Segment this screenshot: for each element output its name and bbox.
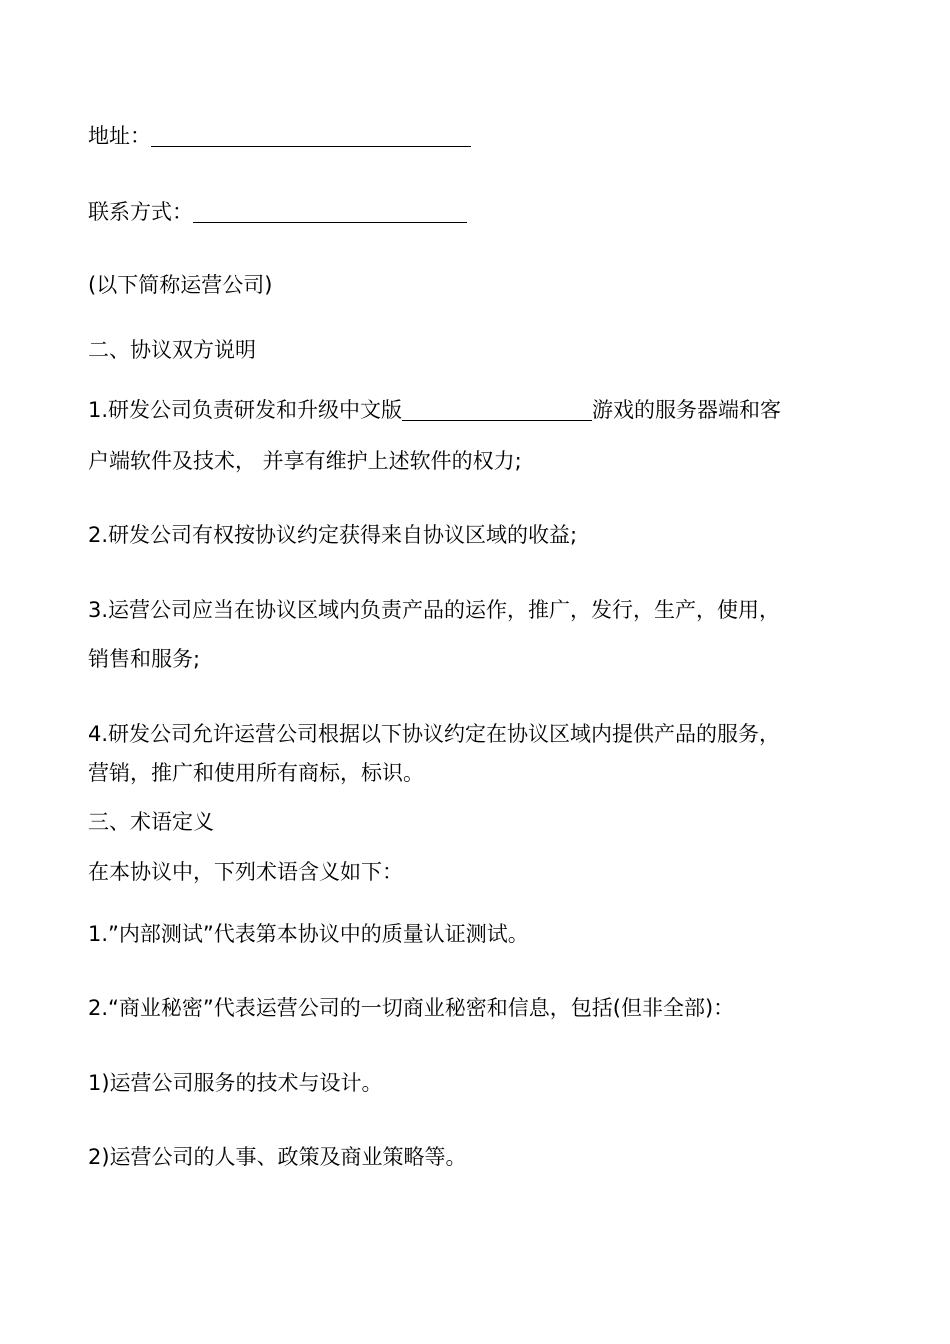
s2-item3-line2: 销售和服务; bbox=[88, 647, 201, 671]
s2-item4-line1: 4.研发公司允许运营公司根据以下协议约定在协议区域内提供产品的服务， bbox=[88, 722, 781, 746]
section2-title: 二、协议双方说明 bbox=[88, 338, 256, 362]
contact-blank bbox=[193, 200, 467, 223]
contact-line bbox=[88, 197, 467, 227]
address-line bbox=[88, 121, 471, 151]
address-label: 地址： bbox=[88, 124, 151, 148]
s2-item1-line1 bbox=[88, 395, 781, 425]
contact-label: 联系方式： bbox=[88, 200, 193, 224]
s3-sub2: 2)运营公司的人事、政策及商业策略等。 bbox=[88, 1145, 467, 1169]
s2-item1-line2: 户端软件及技术， 并享有维护上述软件的权力; bbox=[88, 449, 522, 473]
s2-item3-line1: 3.运营公司应当在协议区域内负责产品的运作，推广，发行，生产，使用， bbox=[88, 598, 781, 622]
s3-intro: 在本协议中，下列术语含义如下： bbox=[88, 860, 403, 884]
s3-item2: 2.“商业秘密”代表运营公司的一切商业秘密和信息，包括(但非全部)： bbox=[88, 996, 735, 1020]
s2-item1-before: 1.研发公司负责研发和升级中文版 bbox=[88, 398, 403, 422]
s2-item4-line2: 营销，推广和使用所有商标，标识。 bbox=[88, 761, 424, 785]
s3-sub1: 1)运营公司服务的技术与设计。 bbox=[88, 1071, 383, 1095]
section3-title: 三、术语定义 bbox=[88, 810, 214, 834]
address-blank bbox=[151, 124, 471, 147]
s3-item1: 1.”内部测试”代表第本协议中的质量认证测试。 bbox=[88, 922, 529, 946]
game-name-blank bbox=[402, 398, 592, 421]
s2-item1-after: 游戏的服务器端和客 bbox=[592, 398, 782, 422]
alias-operator: (以下简称运营公司) bbox=[88, 273, 273, 297]
s2-item2: 2.研发公司有权按协议约定获得来自协议区域的收益; bbox=[88, 523, 578, 547]
